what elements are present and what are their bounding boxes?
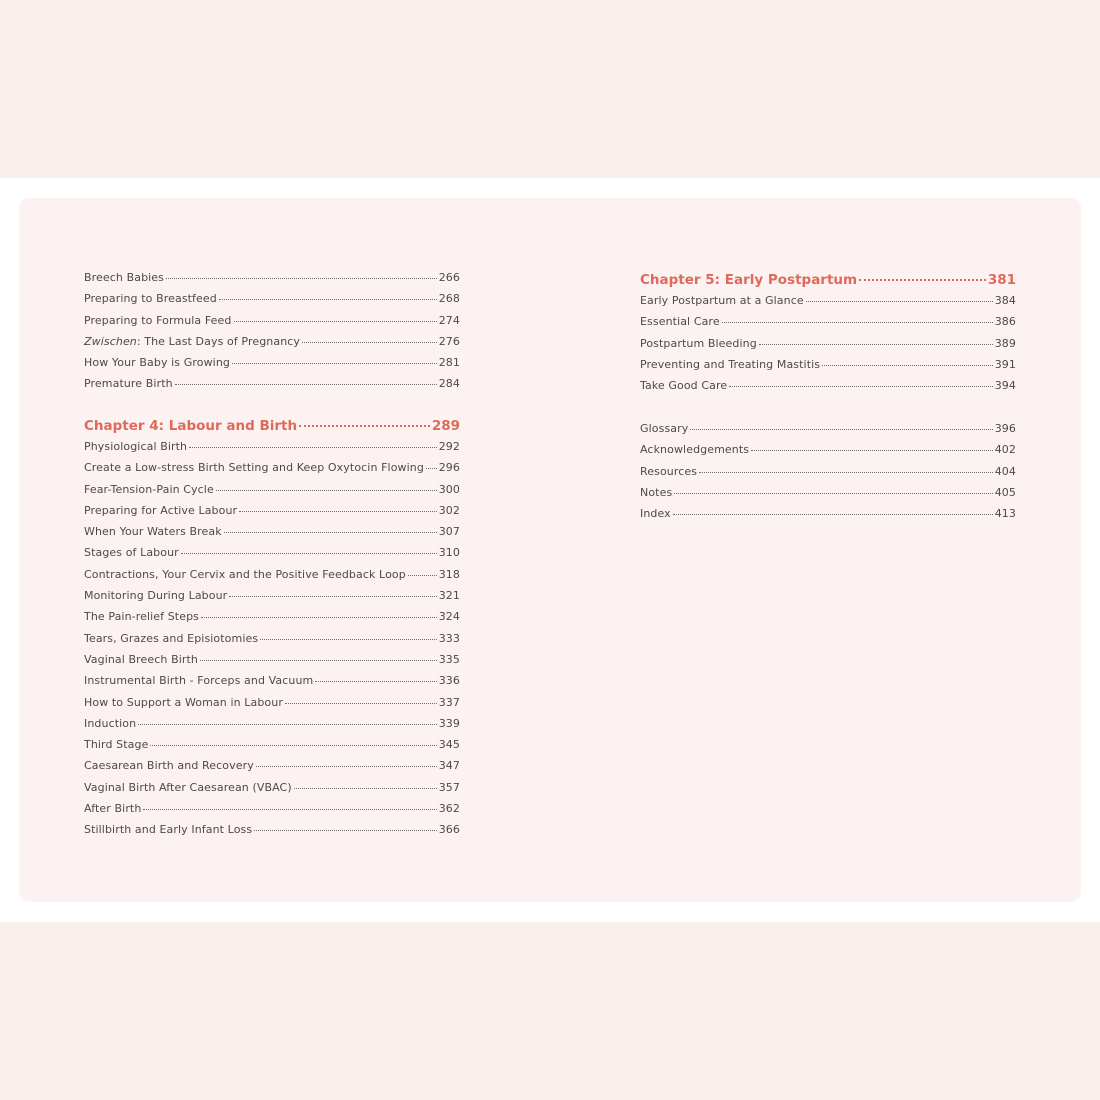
toc-entry-page: 336: [438, 674, 460, 688]
toc-entry[interactable]: [84, 802, 460, 823]
toc-entry-page: 310: [438, 546, 460, 560]
toc-entry-title: When Your Waters Break: [84, 525, 222, 539]
toc-entry-page: 302: [438, 503, 460, 517]
toc-entry-page: 366: [438, 823, 460, 837]
toc-entry-title: How Your Baby is Growing: [84, 356, 230, 370]
toc-entry-page: 274: [438, 313, 460, 327]
toc-entry[interactable]: [84, 674, 460, 695]
toc-entry-page: 339: [438, 716, 460, 730]
toc-entry-page: 413: [994, 507, 1016, 521]
back-matter-entries: [640, 422, 1016, 528]
dot-leader: [299, 425, 430, 427]
dot-leader: [822, 365, 993, 366]
toc-entry-title: The Pain-relief Steps: [84, 610, 200, 624]
toc-spread: [19, 198, 1081, 902]
dot-leader: [806, 301, 993, 302]
toc-entry-title: Vaginal Birth After Caesarean (VBAC): [84, 780, 292, 794]
toc-entry[interactable]: [84, 546, 460, 567]
toc-entry-title: [84, 335, 300, 348]
dot-leader: [150, 745, 436, 746]
toc-entry-page: 402: [994, 443, 1016, 457]
toc-entry-page: 345: [438, 738, 460, 752]
dot-leader: [234, 321, 437, 322]
toc-entry[interactable]: [84, 314, 460, 335]
toc-entry-title: Glossary: [640, 422, 689, 435]
toc-entry-title: Early Postpartum at a Glance: [640, 294, 804, 307]
toc-entry[interactable]: [640, 379, 1016, 400]
dot-leader: [166, 278, 437, 279]
toc-entry-page: 396: [994, 422, 1016, 435]
dot-leader: [181, 553, 437, 554]
toc-entry[interactable]: [84, 440, 460, 461]
dot-leader: [859, 279, 986, 281]
toc-entry-title: Postpartum Bleeding: [640, 336, 757, 350]
toc-entry-page: 292: [438, 440, 460, 453]
toc-entry[interactable]: [84, 781, 460, 802]
chapter-5-entries: [640, 294, 1016, 400]
toc-entry-title: Notes: [640, 485, 673, 499]
toc-entry-title-italic: Zwischen: [84, 334, 137, 348]
toc-entry[interactable]: [640, 422, 1016, 443]
toc-entry-page: 391: [994, 357, 1016, 371]
toc-entry[interactable]: [84, 568, 460, 589]
dot-leader: [426, 468, 437, 469]
dot-leader: [260, 639, 437, 640]
chapter-4-entries: [84, 440, 460, 845]
toc-entry-page: 347: [438, 759, 460, 773]
chapter-title: Chapter 4: Labour and Birth: [84, 418, 298, 434]
dot-leader: [175, 384, 437, 385]
toc-entry-title: Third Stage: [84, 738, 149, 752]
toc-entry[interactable]: [84, 717, 460, 738]
toc-back-matter: [640, 422, 1016, 528]
chapter-page: 381: [987, 272, 1016, 288]
dot-leader: [189, 447, 437, 448]
toc-entry-title: Instrumental Birth - Forceps and Vacuum: [84, 674, 314, 688]
toc-entry-page: 404: [994, 464, 1016, 478]
dot-leader: [201, 617, 437, 618]
toc-entry-title: Create a Low-stress Birth Setting and Keep Oxytocin Flowing: [84, 461, 424, 475]
dot-leader: [216, 490, 437, 491]
toc-entry-page: 284: [438, 377, 460, 391]
toc-entry[interactable]: [640, 358, 1016, 379]
toc-entry-title: Preparing for Active Labour: [84, 503, 238, 517]
toc-entry-page: 296: [438, 461, 460, 475]
dot-leader: [143, 809, 436, 810]
toc-entry[interactable]: [84, 356, 460, 377]
dot-leader: [722, 322, 993, 323]
toc-entry-page: 321: [438, 589, 460, 603]
toc-entry-title: Take Good Care: [640, 379, 728, 393]
toc-chapter-5: [640, 272, 1016, 400]
toc-entry[interactable]: [84, 292, 460, 313]
toc-entry-page: 307: [438, 525, 460, 539]
chapter-heading[interactable]: [640, 272, 1016, 294]
toc-entry[interactable]: [84, 377, 460, 398]
toc-entry-title: How to Support a Woman in Labour: [84, 695, 283, 709]
toc-entry[interactable]: [84, 483, 460, 504]
dot-leader: [729, 386, 992, 387]
toc-entry-title: Fear-Tension-Pain Cycle: [84, 482, 214, 496]
toc-entry-page: 386: [994, 315, 1016, 329]
dot-leader: [229, 596, 436, 597]
dot-leader: [759, 344, 993, 345]
toc-entry-page: 268: [438, 292, 460, 306]
toc-entry[interactable]: [84, 461, 460, 482]
toc-entry-page: 276: [438, 334, 460, 348]
toc-entry-title: Preventing and Treating Mastitis: [640, 357, 821, 371]
chapter-page: 289: [431, 418, 460, 434]
chapter-heading[interactable]: [84, 418, 460, 440]
toc-entry-title: Induction: [84, 716, 137, 730]
toc-entry[interactable]: [640, 337, 1016, 358]
toc-entry-page: 357: [438, 780, 460, 794]
toc-entry-page: 281: [438, 356, 460, 370]
toc-entry[interactable]: [84, 632, 460, 653]
toc-entry-title: Index: [640, 507, 671, 521]
toc-entry[interactable]: [640, 507, 1016, 528]
toc-entry[interactable]: [640, 443, 1016, 464]
toc-entry[interactable]: [640, 465, 1016, 486]
dot-leader: [232, 363, 437, 364]
toc-entry-title-rest: : The Last Days of Pregnancy: [136, 334, 301, 348]
toc-entry-title: Premature Birth: [84, 377, 173, 391]
toc-entry-page: 362: [438, 802, 460, 816]
toc-entry[interactable]: [84, 610, 460, 631]
dot-leader: [224, 532, 437, 533]
toc-entry[interactable]: [84, 271, 460, 292]
dot-leader: [751, 450, 993, 451]
toc-entry-page: 333: [438, 631, 460, 645]
dot-leader: [302, 342, 437, 343]
dot-leader: [138, 724, 437, 725]
dot-leader: [673, 514, 993, 515]
toc-entry[interactable]: [84, 759, 460, 780]
toc-entry-page: 335: [438, 652, 460, 666]
toc-entry[interactable]: [84, 589, 460, 610]
toc-entry-title: Monitoring During Labour: [84, 589, 228, 603]
toc-entry[interactable]: [84, 653, 460, 674]
dot-leader: [200, 660, 437, 661]
dot-leader: [699, 472, 993, 473]
toc-entry-page: 394: [994, 379, 1016, 393]
toc-entry-title: Vaginal Breech Birth: [84, 652, 199, 666]
dot-leader: [690, 429, 992, 430]
toc-entry-page: 384: [994, 294, 1016, 307]
toc-chapter-4: [84, 418, 460, 845]
toc-entry[interactable]: [640, 315, 1016, 336]
toc-entry-title: Breech Babies: [84, 271, 165, 284]
toc-entry[interactable]: [84, 696, 460, 717]
toc-entry-title: Physiological Birth: [84, 440, 188, 453]
toc-entry-title: Contractions, Your Cervix and the Positive Feedback Loop: [84, 567, 406, 581]
toc-entry-title: Essential Care: [640, 315, 720, 329]
dot-leader: [408, 575, 437, 576]
toc-entry-page: 389: [994, 336, 1016, 350]
dot-leader: [256, 766, 437, 767]
toc-entry-title: Caesarean Birth and Recovery: [84, 759, 254, 773]
toc-entry-page: 266: [438, 271, 460, 284]
dot-leader: [674, 493, 992, 494]
dot-leader: [294, 788, 437, 789]
toc-entry[interactable]: [84, 738, 460, 759]
toc-entry-title: Tears, Grazes and Episiotomies: [84, 631, 259, 645]
toc-pre-entries: [84, 271, 460, 399]
dot-leader: [285, 703, 437, 704]
toc-entry-page: 300: [438, 482, 460, 496]
toc-entry[interactable]: [84, 823, 460, 844]
dot-leader: [219, 299, 437, 300]
toc-entry[interactable]: [640, 486, 1016, 507]
chapter-title: Chapter 5: Early Postpartum: [640, 272, 858, 288]
toc-entry-page: 337: [438, 695, 460, 709]
toc-entry[interactable]: [640, 294, 1016, 315]
toc-entry-page: 324: [438, 610, 460, 624]
toc-entry-page: 318: [438, 567, 460, 581]
toc-entry-title: Preparing to Breastfeed: [84, 292, 217, 306]
toc-entry[interactable]: [84, 525, 460, 546]
toc-entry-page: 405: [994, 485, 1016, 499]
dot-leader: [315, 681, 436, 682]
toc-entry-title: After Birth: [84, 802, 142, 816]
toc-entry-title: Acknowledgements: [640, 443, 750, 457]
toc-entry[interactable]: [84, 504, 460, 525]
toc-entry-title: Resources: [640, 464, 698, 478]
dot-leader: [254, 830, 436, 831]
toc-entry-title: Preparing to Formula Feed: [84, 313, 232, 327]
toc-entry-title: Stages of Labour: [84, 546, 179, 560]
toc-entry-title: Stillbirth and Early Infant Loss: [84, 823, 253, 837]
toc-entry[interactable]: [84, 335, 460, 356]
dot-leader: [239, 511, 437, 512]
